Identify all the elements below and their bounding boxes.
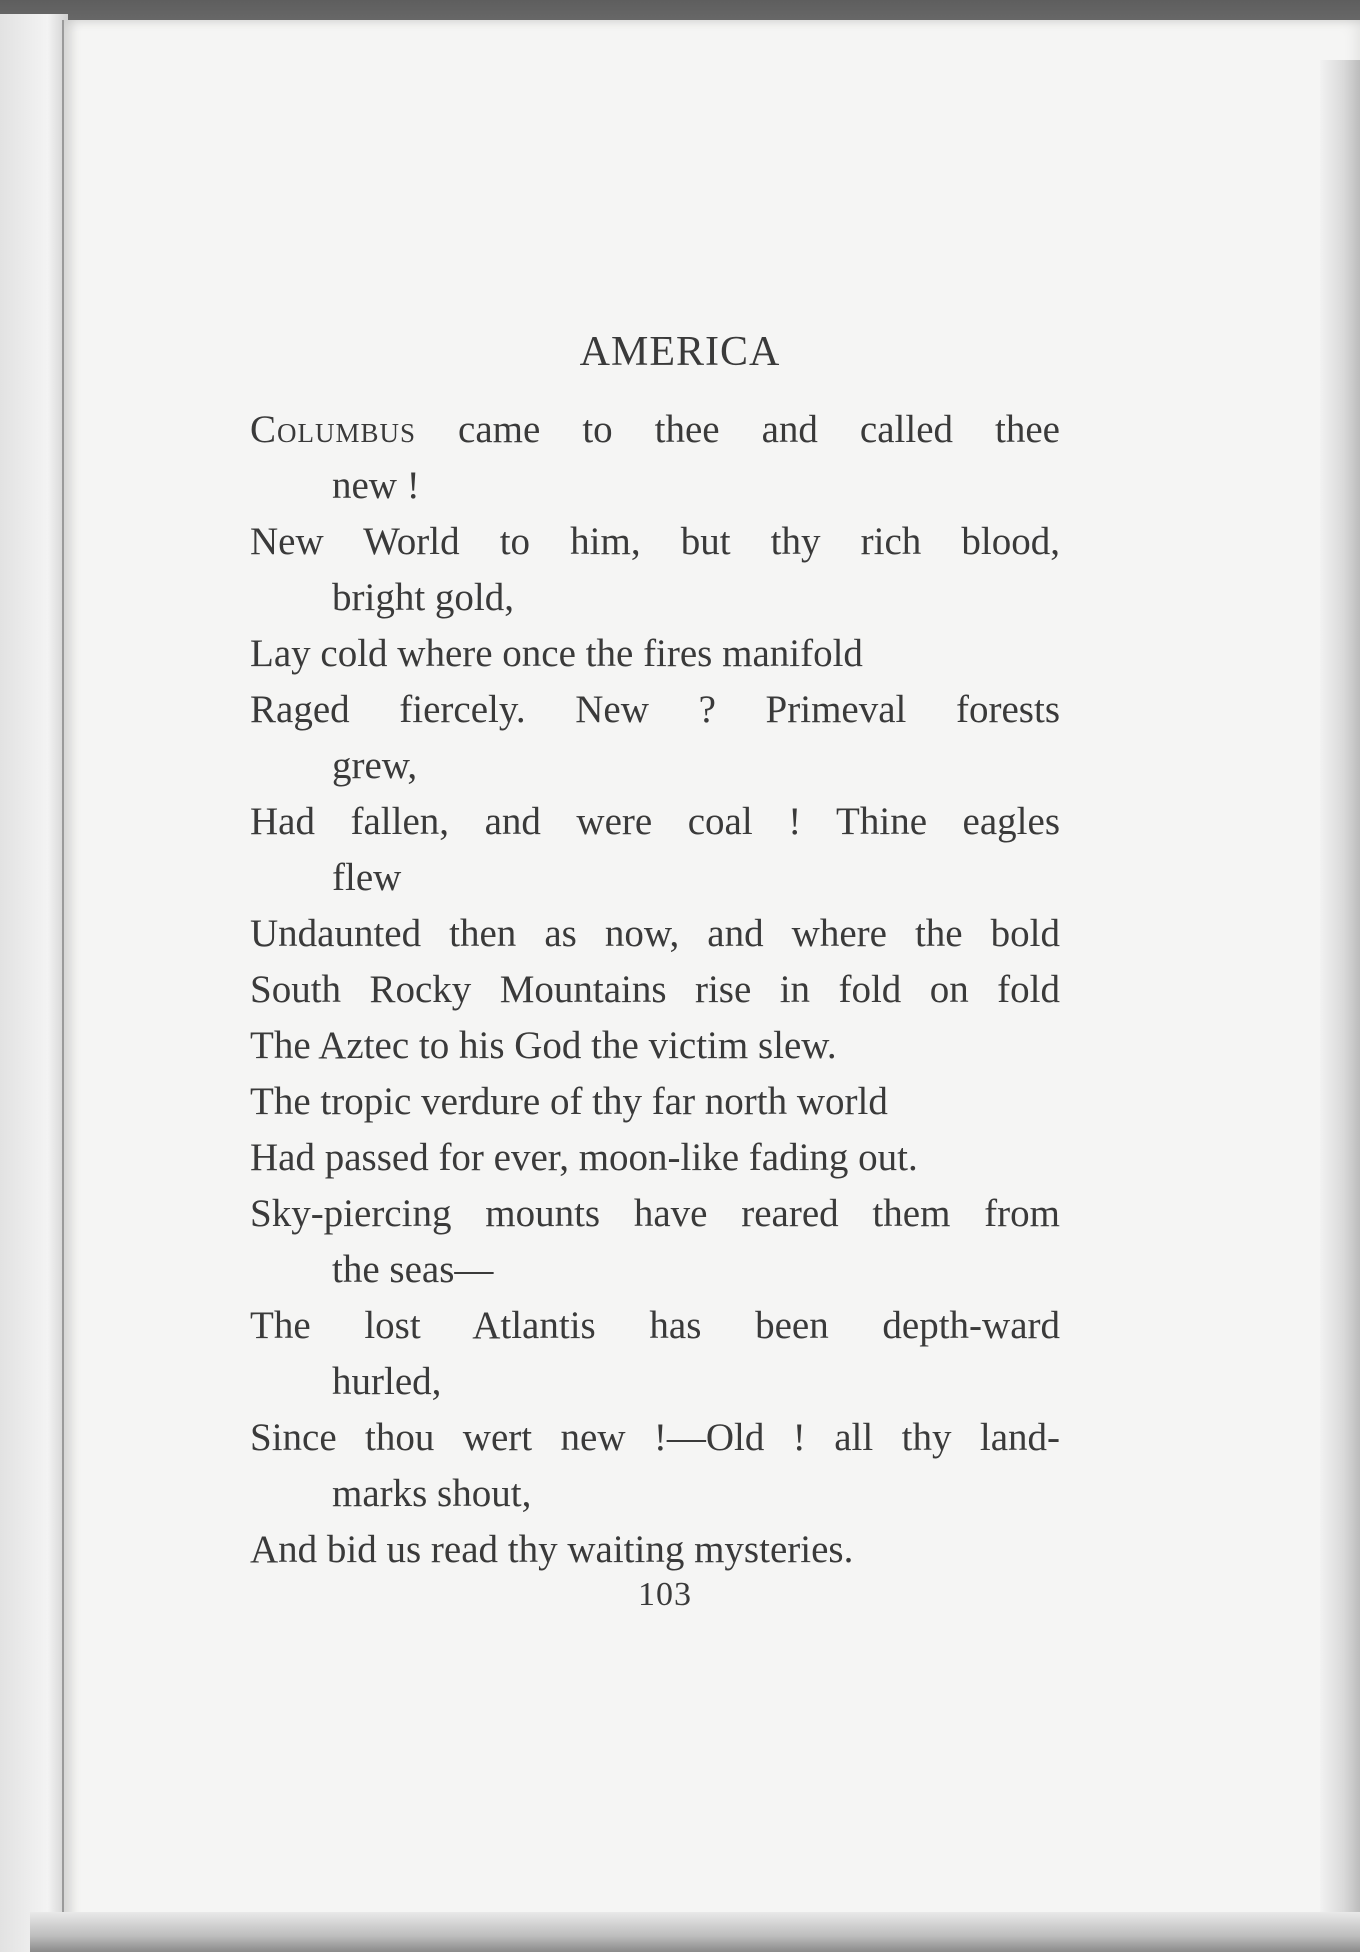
poem-line: Had fallen, and were coal ! Thine eagles: [250, 800, 1060, 843]
poem-line: New World to him, but thy rich blood,: [250, 520, 1060, 563]
poem-line: And bid us read thy waiting mysteries.: [250, 1528, 854, 1571]
poem-line-continuation: marks shout,: [332, 1472, 532, 1515]
poem-line-continuation: hurled,: [332, 1360, 442, 1403]
page-bottom-edge: [30, 1912, 1360, 1952]
poem-body: [250, 402, 1060, 1578]
poem-line-continuation: flew: [332, 856, 402, 899]
poem-line: Raged fiercely. New ? Primeval forests: [250, 688, 1060, 731]
poem-line: Sky-piercing mounts have reared them from: [250, 1192, 1060, 1235]
poem-line: The Aztec to his God the victim slew.: [250, 1024, 837, 1067]
poem-line: The lost Atlantis has been depth-ward: [250, 1304, 1060, 1347]
poem-title: AMERICA: [579, 329, 781, 375]
poem-line-continuation: grew,: [332, 744, 418, 787]
poem-line: Lay cold where once the fires manifold: [250, 632, 863, 675]
poem-line-continuation: bright gold,: [332, 576, 514, 619]
poem-line: The tropic verdure of thy far north world: [250, 1080, 888, 1123]
poem-line-continuation: new !: [332, 464, 420, 507]
poem-line: Since thou wert new !—Old ! all thy land-: [250, 1416, 1060, 1459]
poem-line-continuation: the seas—: [332, 1248, 494, 1291]
page-number: 103: [638, 1576, 692, 1613]
left-page-leaf: [0, 14, 68, 1952]
poem-line: Had passed for ever, moon-like fading out.: [250, 1136, 918, 1179]
poem-first-word: Columbus: [250, 408, 417, 451]
poem-line: Undaunted then as now, and where the bold: [250, 912, 1060, 955]
poem-line: South Rocky Mountains rise in fold on fold: [250, 968, 1060, 1011]
poem-line: Columbus came to thee and called thee: [250, 408, 1060, 451]
